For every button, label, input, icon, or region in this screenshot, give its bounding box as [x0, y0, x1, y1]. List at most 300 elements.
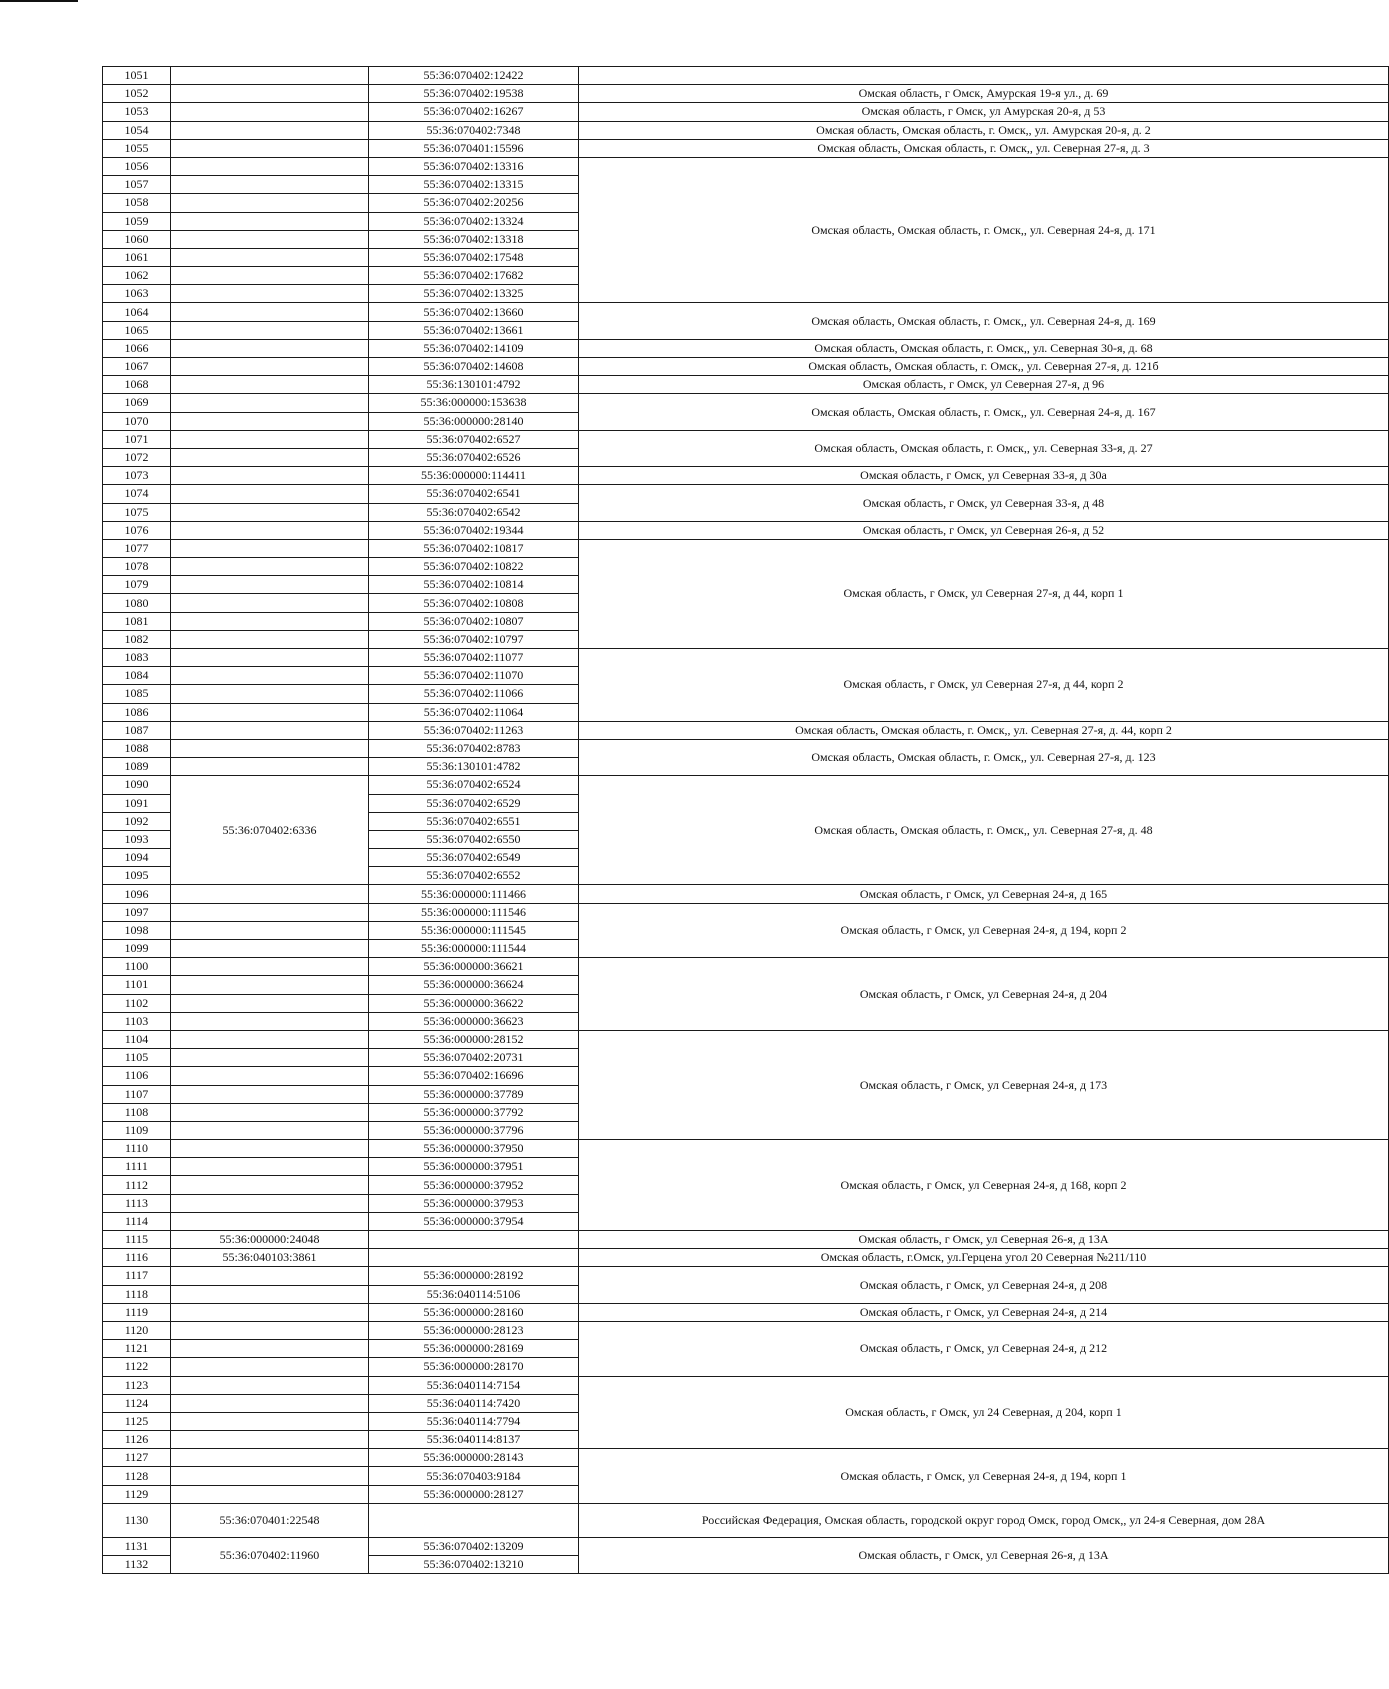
parent-cadastral-number: 55:36:070401:22548 [171, 1503, 369, 1537]
parent-cadastral-number [171, 139, 369, 157]
row-number: 1107 [103, 1085, 171, 1103]
address-cell: Омская область, г.Омск, ул.Герцена угол 20 Северная №211/110 [579, 1249, 1389, 1267]
cadastral-number: 55:36:070402:20256 [369, 194, 579, 212]
address-cell: Омская область, г Омск, ул Северная 24-я, д 212 [579, 1321, 1389, 1376]
cadastral-number: 55:36:070402:13324 [369, 212, 579, 230]
address-cell: Омская область, г Омск, ул Северная 24-я, д 165 [579, 885, 1389, 903]
row-number: 1057 [103, 176, 171, 194]
cadastral-number: 55:36:070402:13209 [369, 1537, 579, 1555]
cadastral-number: 55:36:000000:36621 [369, 958, 579, 976]
cadastral-number [369, 1231, 579, 1249]
row-number: 1055 [103, 139, 171, 157]
row-number: 1125 [103, 1412, 171, 1430]
table-row [103, 1249, 1389, 1267]
cadastral-number: 55:36:070402:6529 [369, 794, 579, 812]
row-number: 1071 [103, 430, 171, 448]
row-number: 1072 [103, 448, 171, 466]
address-cell: Омская область, г Омск, ул Северная 26-я, д 13А [579, 1231, 1389, 1249]
cadastral-number: 55:36:070402:17548 [369, 248, 579, 266]
cadastral-number: 55:36:070402:10814 [369, 576, 579, 594]
row-number: 1123 [103, 1376, 171, 1394]
parent-cadastral-number [171, 1485, 369, 1503]
cadastral-number: 55:36:000000:28170 [369, 1358, 579, 1376]
table-row [103, 1231, 1389, 1249]
parent-cadastral-number [171, 85, 369, 103]
row-number: 1130 [103, 1503, 171, 1537]
row-number: 1093 [103, 830, 171, 848]
address-cell: Омская область, г Омск, ул Северная 24-я, д 194, корп 1 [579, 1449, 1389, 1504]
parent-cadastral-number [171, 1212, 369, 1230]
row-number: 1059 [103, 212, 171, 230]
cadastral-number: 55:36:000000:28127 [369, 1485, 579, 1503]
row-number: 1128 [103, 1467, 171, 1485]
table-row [103, 721, 1389, 739]
address-cell: Омская область, Омская область, г. Омск,, ул. Северная 27-я, д. 48 [579, 776, 1389, 885]
address-cell: Омская область, Омская область, г. Омск,, ул. Северная 24-я, д. 171 [579, 157, 1389, 303]
cadastral-number: 55:36:070402:17682 [369, 267, 579, 285]
row-number: 1114 [103, 1212, 171, 1230]
row-number: 1121 [103, 1340, 171, 1358]
cadastral-number: 55:36:000000:37950 [369, 1140, 579, 1158]
row-number: 1091 [103, 794, 171, 812]
parent-cadastral-number [171, 1267, 369, 1285]
parent-cadastral-number [171, 685, 369, 703]
parent-cadastral-number [171, 1449, 369, 1467]
cadastral-number: 55:36:070402:6524 [369, 776, 579, 794]
row-number: 1064 [103, 303, 171, 321]
table-row [103, 376, 1389, 394]
parent-cadastral-number [171, 321, 369, 339]
row-number: 1100 [103, 958, 171, 976]
table-row [103, 485, 1389, 503]
cadastral-number: 55:36:070402:16267 [369, 103, 579, 121]
row-number: 1073 [103, 467, 171, 485]
table-row [103, 339, 1389, 357]
table-row [103, 521, 1389, 539]
cadastral-number: 55:36:070402:8783 [369, 739, 579, 757]
parent-cadastral-number [171, 1085, 369, 1103]
parent-cadastral-number [171, 558, 369, 576]
address-cell: Омская область, Омская область, г. Омск,, ул. Северная 24-я, д. 167 [579, 394, 1389, 430]
row-number: 1092 [103, 812, 171, 830]
parent-cadastral-number: 55:36:040103:3861 [171, 1249, 369, 1267]
cadastral-number: 55:36:000000:28160 [369, 1303, 579, 1321]
row-number: 1061 [103, 248, 171, 266]
cadastral-number: 55:36:070402:16696 [369, 1067, 579, 1085]
parent-cadastral-number [171, 1376, 369, 1394]
address-cell: Омская область, г Омск, ул Северная 24-я, д 208 [579, 1267, 1389, 1303]
cadastral-number: 55:36:000000:111544 [369, 940, 579, 958]
parent-cadastral-number [171, 176, 369, 194]
row-number: 1106 [103, 1067, 171, 1085]
cadastral-number: 55:36:040114:5106 [369, 1285, 579, 1303]
cadastral-number: 55:36:000000:37792 [369, 1103, 579, 1121]
cadastral-number: 55:36:070402:12422 [369, 67, 579, 85]
row-number: 1127 [103, 1449, 171, 1467]
parent-cadastral-number [171, 194, 369, 212]
parent-cadastral-number [171, 485, 369, 503]
parent-cadastral-number [171, 1340, 369, 1358]
row-number: 1116 [103, 1249, 171, 1267]
address-cell: Омская область, г Омск, ул Северная 33-я, д 30а [579, 467, 1389, 485]
table-row [103, 303, 1389, 321]
parent-cadastral-number [171, 940, 369, 958]
cadastral-number: 55:36:070402:14608 [369, 358, 579, 376]
parent-cadastral-number [171, 376, 369, 394]
cadastral-number: 55:36:070402:7348 [369, 121, 579, 139]
parent-cadastral-number [171, 212, 369, 230]
parent-cadastral-number [171, 1067, 369, 1085]
cadastral-number: 55:36:070403:9184 [369, 1467, 579, 1485]
row-number: 1102 [103, 994, 171, 1012]
parent-cadastral-number [171, 958, 369, 976]
table-row [103, 1303, 1389, 1321]
scan-corner-mark [0, 0, 78, 2]
parent-cadastral-number [171, 921, 369, 939]
cadastral-number: 55:36:070402:13661 [369, 321, 579, 339]
row-number: 1075 [103, 503, 171, 521]
cadastral-number: 55:36:000000:36623 [369, 1012, 579, 1030]
row-number: 1111 [103, 1158, 171, 1176]
cadastral-number: 55:36:000000:28123 [369, 1321, 579, 1339]
cadastral-number: 55:36:070402:6552 [369, 867, 579, 885]
parent-cadastral-number [171, 1431, 369, 1449]
row-number: 1113 [103, 1194, 171, 1212]
cadastral-number: 55:36:000000:37953 [369, 1194, 579, 1212]
parent-cadastral-number [171, 1303, 369, 1321]
address-cell: Российская Федерация, Омская область, городской округ город Омск, город Омск,, ул 24-я Северная, дом 28А [579, 1503, 1389, 1537]
cadastral-number: 55:36:070402:6550 [369, 830, 579, 848]
row-number: 1122 [103, 1358, 171, 1376]
parent-cadastral-number [171, 230, 369, 248]
row-number: 1117 [103, 1267, 171, 1285]
row-number: 1083 [103, 649, 171, 667]
parent-cadastral-number [171, 1176, 369, 1194]
parent-cadastral-number [171, 267, 369, 285]
row-number: 1120 [103, 1321, 171, 1339]
row-number: 1115 [103, 1231, 171, 1249]
row-number: 1097 [103, 903, 171, 921]
parent-cadastral-number [171, 1285, 369, 1303]
cadastral-number: 55:36:070402:13210 [369, 1556, 579, 1574]
parent-cadastral-number [171, 521, 369, 539]
cadastral-number: 55:36:070402:6527 [369, 430, 579, 448]
parent-cadastral-number [171, 467, 369, 485]
parent-cadastral-number [171, 430, 369, 448]
cadastral-number: 55:36:070402:6542 [369, 503, 579, 521]
cadastral-number: 55:36:130101:4792 [369, 376, 579, 394]
address-cell: Омская область, Омская область, г. Омск,, ул. Северная 24-я, д. 169 [579, 303, 1389, 339]
row-number: 1119 [103, 1303, 171, 1321]
cadastral-number: 55:36:070402:19538 [369, 85, 579, 103]
row-number: 1067 [103, 358, 171, 376]
table-row [103, 539, 1389, 557]
cadastral-number: 55:36:070402:11077 [369, 649, 579, 667]
table-row [103, 103, 1389, 121]
row-number: 1079 [103, 576, 171, 594]
row-number: 1110 [103, 1140, 171, 1158]
parent-cadastral-number: 55:36:000000:24048 [171, 1231, 369, 1249]
row-number: 1129 [103, 1485, 171, 1503]
address-cell: Омская область, Омская область, г. Омск,, ул. Северная 27-я, д. 123 [579, 739, 1389, 775]
table-row [103, 358, 1389, 376]
parent-cadastral-number [171, 103, 369, 121]
address-cell: Омская область, г Омск, ул Северная 27-я, д 44, корп 1 [579, 539, 1389, 648]
parent-cadastral-number [171, 67, 369, 85]
parent-cadastral-number [171, 976, 369, 994]
cadastral-number: 55:36:070402:13325 [369, 285, 579, 303]
table-row [103, 885, 1389, 903]
address-cell: Омская область, г Омск, Амурская 19-я ул., д. 69 [579, 85, 1389, 103]
cadastral-number: 55:36:070401:15596 [369, 139, 579, 157]
table-row [103, 1449, 1389, 1467]
table-row [103, 67, 1389, 85]
parent-cadastral-number [171, 903, 369, 921]
row-number: 1065 [103, 321, 171, 339]
parent-cadastral-number [171, 576, 369, 594]
cadastral-number: 55:36:040114:7154 [369, 1376, 579, 1394]
row-number: 1104 [103, 1030, 171, 1048]
parent-cadastral-number [171, 630, 369, 648]
row-number: 1103 [103, 1012, 171, 1030]
table-row [103, 1537, 1389, 1555]
row-number: 1066 [103, 339, 171, 357]
cadastral-number: 55:36:070402:11070 [369, 667, 579, 685]
registry-table-body [103, 67, 1389, 1574]
row-number: 1063 [103, 285, 171, 303]
parent-cadastral-number [171, 1194, 369, 1212]
cadastral-number: 55:36:070402:13660 [369, 303, 579, 321]
cadastral-number: 55:36:000000:28143 [369, 1449, 579, 1467]
parent-cadastral-number [171, 157, 369, 175]
parent-cadastral-number [171, 121, 369, 139]
address-cell: Омская область, г Омск, ул 24 Северная, д 204, корп 1 [579, 1376, 1389, 1449]
table-row [103, 958, 1389, 976]
address-cell: Омская область, г Омск, ул Северная 24-я, д 194, корп 2 [579, 903, 1389, 958]
row-number: 1053 [103, 103, 171, 121]
cadastral-number: 55:36:070402:13316 [369, 157, 579, 175]
row-number: 1095 [103, 867, 171, 885]
parent-cadastral-number [171, 612, 369, 630]
parent-cadastral-number [171, 667, 369, 685]
cadastral-number [369, 1503, 579, 1537]
cadastral-number: 55:36:040114:7420 [369, 1394, 579, 1412]
row-number: 1082 [103, 630, 171, 648]
registry-table-container [102, 66, 1388, 1574]
row-number: 1105 [103, 1049, 171, 1067]
parent-cadastral-number [171, 1358, 369, 1376]
address-cell: Омская область, Омская область, г. Омск,, ул. Северная 33-я, д. 27 [579, 430, 1389, 466]
table-row [103, 157, 1389, 175]
row-number: 1087 [103, 721, 171, 739]
table-row [103, 1140, 1389, 1158]
cadastral-number: 55:36:000000:28140 [369, 412, 579, 430]
row-number: 1086 [103, 703, 171, 721]
cadastral-number: 55:36:000000:37796 [369, 1121, 579, 1139]
table-row [103, 739, 1389, 757]
row-number: 1109 [103, 1121, 171, 1139]
row-number: 1118 [103, 1285, 171, 1303]
registry-table [102, 66, 1389, 1574]
row-number: 1051 [103, 67, 171, 85]
cadastral-number: 55:36:070402:6541 [369, 485, 579, 503]
parent-cadastral-number [171, 1030, 369, 1048]
table-row [103, 1321, 1389, 1339]
cadastral-number: 55:36:070402:20731 [369, 1049, 579, 1067]
parent-cadastral-number [171, 1012, 369, 1030]
address-cell: Омская область, Омская область, г. Омск,, ул. Амурская 20-я, д. 2 [579, 121, 1389, 139]
parent-cadastral-number [171, 358, 369, 376]
cadastral-number: 55:36:000000:153638 [369, 394, 579, 412]
cadastral-number: 55:36:000000:36622 [369, 994, 579, 1012]
parent-cadastral-number [171, 649, 369, 667]
cadastral-number: 55:36:070402:6551 [369, 812, 579, 830]
table-row [103, 1503, 1389, 1537]
cadastral-number: 55:36:040114:8137 [369, 1431, 579, 1449]
row-number: 1085 [103, 685, 171, 703]
table-row [103, 1376, 1389, 1394]
row-number: 1132 [103, 1556, 171, 1574]
cadastral-number: 55:36:130101:4782 [369, 758, 579, 776]
address-cell: Омская область, г Омск, ул Северная 24-я, д 168, корп 2 [579, 1140, 1389, 1231]
parent-cadastral-number [171, 1412, 369, 1430]
parent-cadastral-number [171, 703, 369, 721]
row-number: 1084 [103, 667, 171, 685]
row-number: 1068 [103, 376, 171, 394]
parent-cadastral-number [171, 721, 369, 739]
row-number: 1056 [103, 157, 171, 175]
parent-cadastral-number [171, 285, 369, 303]
row-number: 1076 [103, 521, 171, 539]
row-number: 1078 [103, 558, 171, 576]
cadastral-number: 55:36:070402:10822 [369, 558, 579, 576]
cadastral-number: 55:36:040114:7794 [369, 1412, 579, 1430]
row-number: 1094 [103, 849, 171, 867]
parent-cadastral-number [171, 1103, 369, 1121]
parent-cadastral-number [171, 539, 369, 557]
table-row [103, 139, 1389, 157]
table-row [103, 430, 1389, 448]
parent-cadastral-number [171, 1158, 369, 1176]
parent-cadastral-number [171, 1321, 369, 1339]
row-number: 1054 [103, 121, 171, 139]
parent-cadastral-number [171, 758, 369, 776]
row-number: 1081 [103, 612, 171, 630]
row-number: 1124 [103, 1394, 171, 1412]
address-cell: Омская область, Омская область, г. Омск,, ул. Северная 27-я, д. 44, корп 2 [579, 721, 1389, 739]
table-row [103, 1267, 1389, 1285]
address-cell: Омская область, г Омск, ул Северная 26-я, д 52 [579, 521, 1389, 539]
cadastral-number: 55:36:000000:37789 [369, 1085, 579, 1103]
parent-cadastral-number [171, 1121, 369, 1139]
cadastral-number: 55:36:000000:111546 [369, 903, 579, 921]
cadastral-number: 55:36:070402:19344 [369, 521, 579, 539]
address-cell: Омская область, Омская область, г. Омск,, ул. Северная 27-я, д. 3 [579, 139, 1389, 157]
parent-cadastral-number [171, 594, 369, 612]
address-cell: Омская область, г Омск, ул Северная 33-я, д 48 [579, 485, 1389, 521]
parent-cadastral-number [171, 1394, 369, 1412]
cadastral-number: 55:36:000000:37951 [369, 1158, 579, 1176]
parent-cadastral-number [171, 448, 369, 466]
address-cell: Омская область, г Омск, ул Северная 26-я, д 13А [579, 1537, 1389, 1573]
address-cell: Омская область, г Омск, ул Северная 24-я, д 214 [579, 1303, 1389, 1321]
cadastral-number: 55:36:000000:114411 [369, 467, 579, 485]
address-cell [579, 67, 1389, 85]
parent-cadastral-number [171, 303, 369, 321]
cadastral-number [369, 1249, 579, 1267]
parent-cadastral-number [171, 885, 369, 903]
parent-cadastral-number [171, 412, 369, 430]
parent-cadastral-number: 55:36:070402:11960 [171, 1537, 369, 1573]
row-number: 1099 [103, 940, 171, 958]
row-number: 1080 [103, 594, 171, 612]
parent-cadastral-number [171, 739, 369, 757]
table-row [103, 649, 1389, 667]
cadastral-number: 55:36:070402:13315 [369, 176, 579, 194]
row-number: 1096 [103, 885, 171, 903]
table-row [103, 121, 1389, 139]
row-number: 1112 [103, 1176, 171, 1194]
table-row [103, 85, 1389, 103]
parent-cadastral-number [171, 1049, 369, 1067]
cadastral-number: 55:36:070402:14109 [369, 339, 579, 357]
cadastral-number: 55:36:000000:111466 [369, 885, 579, 903]
row-number: 1069 [103, 394, 171, 412]
cadastral-number: 55:36:070402:11066 [369, 685, 579, 703]
address-cell: Омская область, Омская область, г. Омск,, ул. Северная 30-я, д. 68 [579, 339, 1389, 357]
row-number: 1058 [103, 194, 171, 212]
parent-cadastral-number [171, 503, 369, 521]
cadastral-number: 55:36:000000:28192 [369, 1267, 579, 1285]
cadastral-number: 55:36:070402:10807 [369, 612, 579, 630]
parent-cadastral-number [171, 1467, 369, 1485]
row-number: 1052 [103, 85, 171, 103]
row-number: 1126 [103, 1431, 171, 1449]
cadastral-number: 55:36:000000:36624 [369, 976, 579, 994]
cadastral-number: 55:36:070402:11263 [369, 721, 579, 739]
cadastral-number: 55:36:070402:10808 [369, 594, 579, 612]
cadastral-number: 55:36:070402:6549 [369, 849, 579, 867]
row-number: 1131 [103, 1537, 171, 1555]
cadastral-number: 55:36:000000:37952 [369, 1176, 579, 1194]
cadastral-number: 55:36:070402:13318 [369, 230, 579, 248]
parent-cadastral-number [171, 394, 369, 412]
address-cell: Омская область, Омская область, г. Омск,, ул. Северная 27-я, д. 121б [579, 358, 1389, 376]
row-number: 1074 [103, 485, 171, 503]
address-cell: Омская область, г Омск, ул Северная 27-я, д 44, корп 2 [579, 649, 1389, 722]
cadastral-number: 55:36:000000:111545 [369, 921, 579, 939]
cadastral-number: 55:36:070402:11064 [369, 703, 579, 721]
parent-cadastral-number [171, 1140, 369, 1158]
row-number: 1090 [103, 776, 171, 794]
table-row [103, 394, 1389, 412]
table-row [103, 776, 1389, 794]
row-number: 1070 [103, 412, 171, 430]
cadastral-number: 55:36:070402:10817 [369, 539, 579, 557]
parent-cadastral-number: 55:36:070402:6336 [171, 776, 369, 885]
address-cell: Омская область, г Омск, ул Северная 27-я, д 96 [579, 376, 1389, 394]
cadastral-number: 55:36:000000:28169 [369, 1340, 579, 1358]
table-row [103, 903, 1389, 921]
parent-cadastral-number [171, 339, 369, 357]
parent-cadastral-number [171, 994, 369, 1012]
cadastral-number: 55:36:000000:37954 [369, 1212, 579, 1230]
table-row [103, 467, 1389, 485]
address-cell: Омская область, г Омск, ул Амурская 20-я, д 53 [579, 103, 1389, 121]
row-number: 1060 [103, 230, 171, 248]
parent-cadastral-number [171, 248, 369, 266]
cadastral-number: 55:36:000000:28152 [369, 1030, 579, 1048]
